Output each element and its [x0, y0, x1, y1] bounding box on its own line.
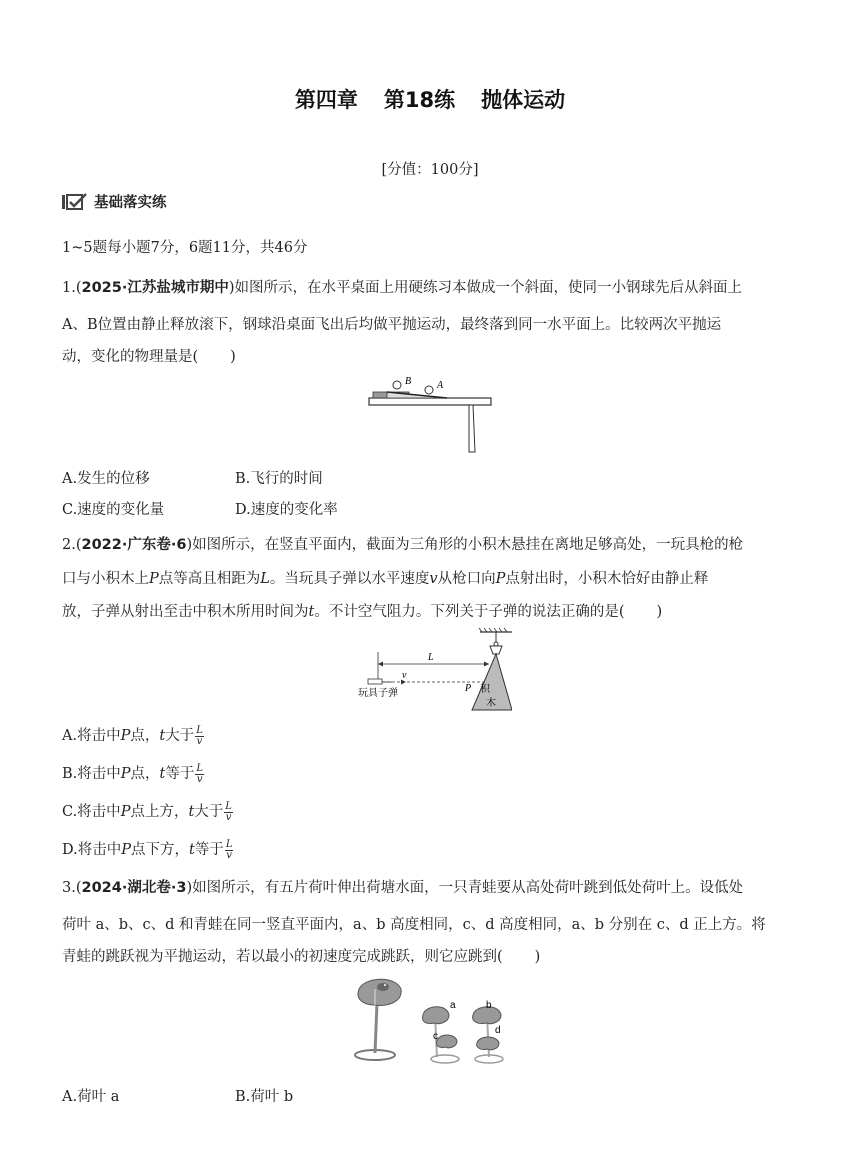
q2-var-p2: P: [495, 571, 506, 587]
label-l: L: [428, 652, 434, 663]
q2-a-p: P: [120, 728, 131, 744]
q2-text2e: 。当玩具子弹以水平速度: [269, 571, 430, 587]
label-a: a: [450, 1000, 456, 1011]
q1-number: 1.(: [62, 280, 82, 296]
fraction-l-over-v: [224, 802, 233, 823]
frac-num: L: [225, 800, 232, 812]
q2-b-t: t: [159, 766, 166, 782]
q2-d-mid: 点下方，: [130, 842, 189, 858]
q2-var-t: t: [308, 604, 315, 620]
fraction-l-over-v: [225, 840, 234, 861]
q3-option-b[interactable]: B.荷叶 b: [235, 1089, 294, 1105]
q2-option-a[interactable]: [62, 724, 204, 747]
q2-var-v: v: [429, 571, 438, 587]
q2-d-t: t: [188, 842, 195, 858]
frac-den: v: [225, 811, 232, 823]
q2-c-p: P: [120, 804, 131, 820]
q2-b-rel: 等于: [165, 766, 195, 782]
q2-text1: )如图所示，在竖直平面内，截面为三角形的小积木悬挂在离地足够高处，一玩具枪的枪: [186, 537, 744, 553]
q2-c-rel: 大于: [194, 804, 224, 820]
q2-d-pre: D.将击中: [62, 842, 122, 858]
q1-text1: )如图所示，在水平桌面上用硬练习本做成一个斜面，使同一小钢球先后从斜面上: [228, 280, 743, 296]
label-b: b: [486, 1000, 492, 1011]
q2-number: 2.(: [62, 537, 82, 553]
q2-text2g: 从枪口向: [437, 571, 496, 587]
q2-text3a: 放，子弹从射出至击中积木所用时间为: [62, 604, 309, 620]
q2-a-mid: 点，: [130, 728, 160, 744]
q1-bracket: ): [230, 349, 236, 365]
q1-table-figure: [365, 368, 495, 456]
q2-line1: [62, 533, 802, 554]
ball-a: [425, 386, 433, 394]
q2-text2i: 点射出时，小积木恰好由静止释: [505, 571, 709, 587]
score-intro: 1~5题每小题7分，6题11分，共46分: [62, 240, 308, 256]
q3-line2: 荷叶 a、b、c、d 和青蛙在同一竖直平面内，a、b 高度相同，c、d 高度相同，a、b 分别在 c、d 正上方。将: [62, 917, 766, 933]
q2-option-b[interactable]: [62, 762, 204, 785]
frac-den: v: [196, 735, 203, 747]
fraction-l-over-v: [195, 726, 204, 747]
q2-source: 2022·广东卷·6: [81, 537, 187, 553]
q2-c-pre: C.将击中: [62, 804, 121, 820]
q2-option-d[interactable]: [62, 838, 233, 861]
q3-text3: 青蛙的跳跃视为平抛运动，若以最小的初速度完成跳跃，则它应跳到(: [62, 949, 503, 965]
label-b: B: [405, 376, 412, 387]
q3-number: 3.(: [62, 880, 82, 896]
frac-den: v: [226, 849, 232, 861]
q2-bracket: ): [656, 604, 663, 620]
q1-line3: [62, 345, 802, 366]
q1-option-b[interactable]: B.飞行的时间: [235, 471, 323, 487]
frac-num: L: [225, 838, 233, 850]
q3-text1: )如图所示，有五片荷叶伸出荷塘水面，一只青蛙要从高处荷叶跳到低处荷叶上。设低处: [186, 880, 744, 896]
q2-option-c[interactable]: [62, 800, 233, 823]
q3-line3: [62, 945, 802, 966]
fraction-l-over-v: [195, 764, 204, 785]
q2-gun-block-figure: [352, 624, 512, 714]
q3-bracket: ): [534, 949, 541, 965]
ball-b: [393, 381, 401, 389]
q2-var-l: L: [260, 571, 270, 587]
q1-option-d[interactable]: D.速度的变化率: [235, 502, 338, 518]
score-label: [分值：100分]: [381, 162, 479, 178]
q2-d-p: P: [121, 842, 131, 858]
frac-den: v: [196, 773, 203, 785]
q2-b-pre: B.将击中: [62, 766, 121, 782]
label-a: A: [437, 380, 444, 391]
section-header: [62, 191, 167, 212]
q2-text3c: 。不计空气阻力。下列关于子弹的说法正确的是(: [314, 604, 625, 620]
q2-text2a: 口与小积木上: [62, 571, 149, 587]
q2-a-pre: A.将击中: [62, 728, 121, 744]
topic-label: 抛体运动: [481, 88, 566, 112]
q2-d-rel: 等于: [194, 842, 224, 858]
label-block1: 积: [480, 684, 490, 695]
q3-option-a[interactable]: A.荷叶 a: [62, 1089, 120, 1105]
chapter-label: 第四章: [294, 88, 358, 112]
q1-text3: 动，变化的物理量是(: [62, 349, 199, 365]
label-gun: 玩具子弹: [358, 688, 398, 699]
q3-source: 2024·湖北卷·3: [81, 880, 187, 896]
label-d: d: [495, 1025, 501, 1036]
checklist-icon: [62, 193, 88, 211]
frac-num: L: [196, 762, 203, 774]
section-title: 基础落实练: [94, 195, 167, 211]
frac-num: L: [196, 724, 203, 736]
q2-line2: [62, 567, 802, 588]
q2-b-p: P: [120, 766, 131, 782]
page-title: [0, 84, 860, 114]
q1-line2: A、B位置由静止释放滚下，钢球沿桌面飞出后均做平抛运动，最终落到同一水平面上。比较两次平抛运: [62, 317, 722, 333]
q3-lotus-figure: [345, 975, 515, 1067]
lesson-label: 第18练: [383, 88, 456, 112]
frog-icon: [377, 983, 389, 991]
label-v: v: [402, 670, 407, 681]
q2-c-t: t: [188, 804, 195, 820]
q2-var-p: P: [149, 571, 159, 587]
label-c: c: [433, 1031, 438, 1042]
q3-line1: [62, 876, 802, 897]
q2-a-t: t: [159, 728, 166, 744]
q1-option-a[interactable]: A.发生的位移: [62, 471, 150, 487]
q1-source: 2025·江苏盐城市期中: [81, 280, 229, 296]
q2-text2c: 点等高且相距为: [158, 571, 261, 587]
q1-option-c[interactable]: C.速度的变化量: [62, 502, 165, 518]
q2-b-mid: 点，: [130, 766, 160, 782]
q2-line3: [62, 600, 802, 621]
label-block2: 木: [486, 698, 496, 709]
q1-line1: [62, 276, 802, 297]
q2-a-rel: 大于: [165, 728, 195, 744]
q2-c-mid: 点上方，: [130, 804, 189, 820]
label-p: P: [465, 683, 472, 694]
